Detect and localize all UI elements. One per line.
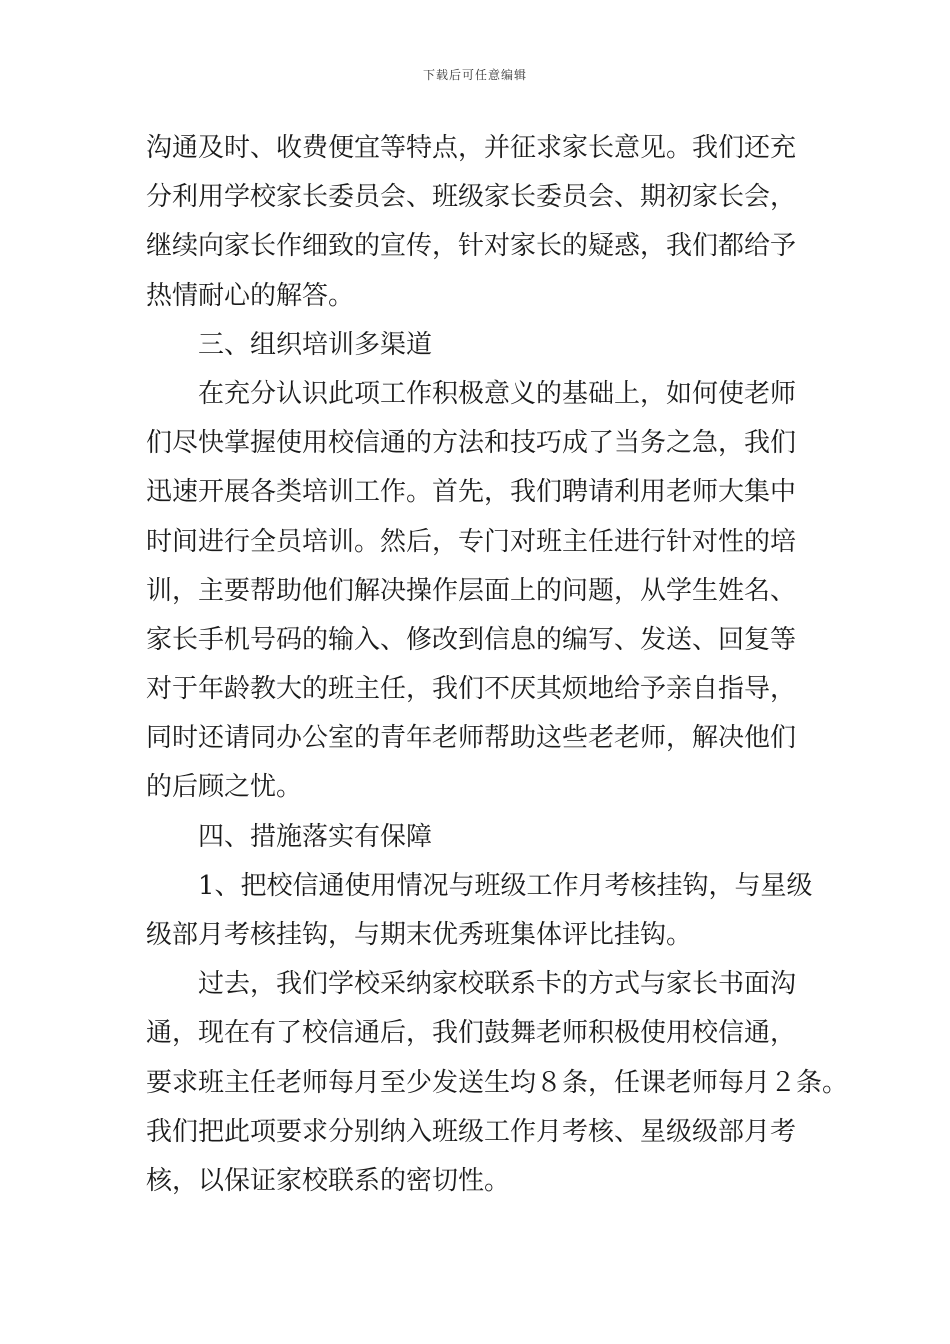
text-line: 迅速开展各类培训工作。首先，我们聘请利用老师大集中 bbox=[146, 477, 797, 508]
text-line: 对于年龄教大的班主任，我们不厌其烦地给予亲自指导， bbox=[146, 674, 797, 705]
text-line: 三、组织培训多渠道 bbox=[198, 329, 433, 360]
text-line: 过去，我们学校采纳家校联系卡的方式与家长书面沟 bbox=[198, 969, 797, 1000]
text-line: 继续向家长作细致的宣传，针对家长的疑惑，我们都给予 bbox=[146, 231, 797, 262]
page-header: 下载后可任意编辑 bbox=[422, 68, 527, 82]
text-line: 要求班主任老师每月至少发送生均８条，任课老师每月２条。 bbox=[146, 1067, 849, 1098]
text-line: 1、把校信通使用情况与班级工作月考核挂钩，与星级 bbox=[198, 870, 813, 901]
text-line: 沟通及时、收费便宜等特点，并征求家长意见。我们还充 bbox=[146, 133, 797, 163]
text-line: 时间进行全员培训。然后，专门对班主任进行针对性的培 bbox=[146, 526, 797, 557]
text-line: 在充分认识此项工作积极意义的基础上，如何使老师 bbox=[198, 378, 797, 409]
text-line: 家长手机号码的输入、修改到信息的编写、发送、回复等 bbox=[146, 624, 797, 655]
text-line: 训，主要帮助他们解决操作层面上的问题，从学生姓名、 bbox=[146, 575, 797, 606]
text-line: 级部月考核挂钩，与期末优秀班集体评比挂钩。 bbox=[146, 920, 693, 950]
document-body bbox=[146, 124, 849, 1206]
text-line: 通，现在有了校信通后，我们鼓舞老师积极使用校信通， bbox=[146, 1018, 797, 1049]
text-line: 们尽快掌握使用校信通的方法和技巧成了当务之急，我们 bbox=[146, 428, 797, 459]
text-line: 的后顾之忧。 bbox=[146, 772, 303, 803]
text-line: 热情耐心的解答。 bbox=[146, 280, 355, 311]
text-line: 我们把此项要求分别纳入班级工作月考核、星级级部月考 bbox=[146, 1116, 797, 1147]
text-line: 同时还请同办公室的青年老师帮助这些老老师，解决他们 bbox=[146, 723, 797, 754]
text-line: 四、措施落实有保障 bbox=[198, 821, 433, 852]
text-line: 分利用学校家长委员会、班级家长委员会、期初家长会， bbox=[146, 182, 797, 213]
text-line: 核，以保证家校联系的密切性。 bbox=[146, 1165, 511, 1196]
